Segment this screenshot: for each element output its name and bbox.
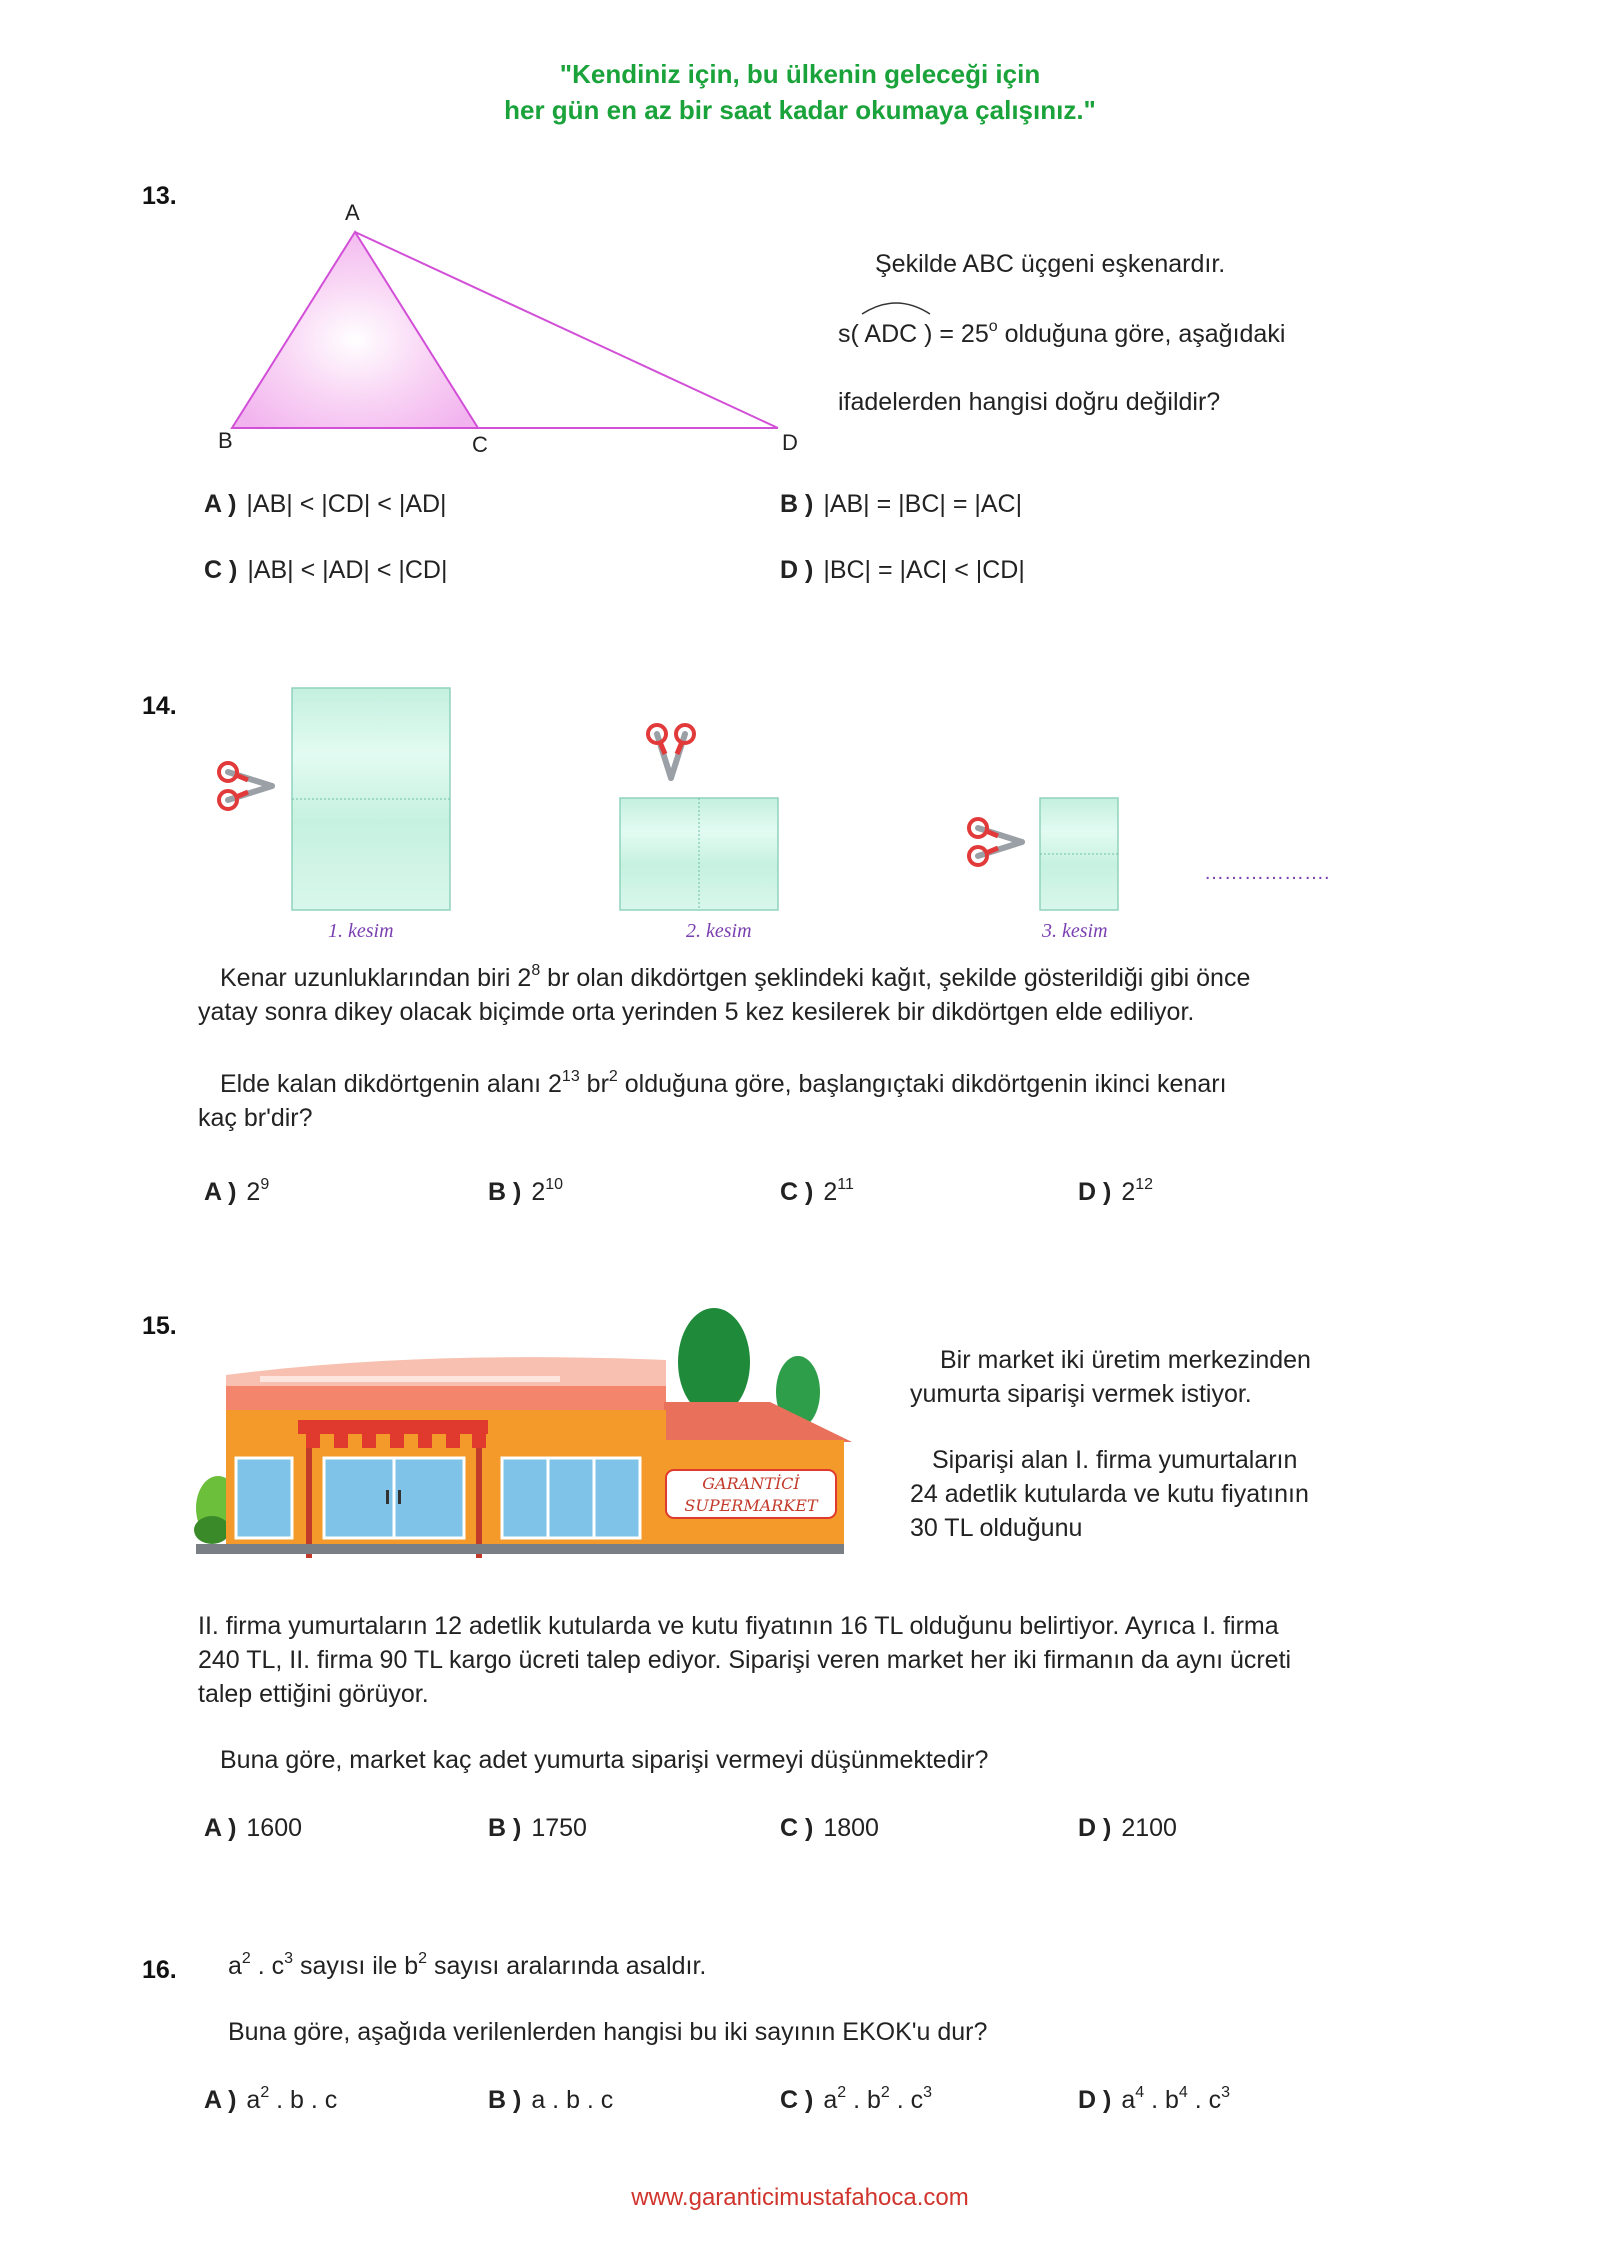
q15-option-b[interactable]: B ) 1750 (488, 1814, 587, 1842)
q13-text-line-3: ifadelerden hangisi doğru değildir? (838, 388, 1221, 416)
q14-option-d[interactable]: D ) $2^{12}$ (1078, 1176, 1154, 1206)
vertex-label-b: B (218, 428, 233, 453)
cut-label-2: 2. kesim (686, 920, 752, 942)
q15-body-line-1: II. firma yumurtaların 12 adetlik kutularda ve kutu fiyatının 16 TL olduğunu belirtiyor. Ayrıca I. firma (198, 1612, 1279, 1640)
q15-option-a[interactable]: A ) 1600 (204, 1814, 303, 1842)
vertex-label-c: C (472, 432, 488, 457)
vertex-label-d: D (782, 430, 798, 455)
continuation-dots: ………………. (1204, 862, 1330, 884)
q16-option-a[interactable]: A ) $a^2$ . b . c (204, 2084, 338, 2114)
footer-website-link[interactable]: www.garanticimustafahoca.com (631, 2184, 969, 2211)
store-sign-line-2: SUPERMARKET (684, 1496, 818, 1515)
q14-option-a[interactable]: A ) $2^9$ (204, 1176, 270, 1206)
q15-body-line-2: 240 TL, II. firma 90 TL kargo ücreti talep ediyor. Siparişi veren market her iki firmanın da aynı ücreti (198, 1646, 1292, 1674)
q14-paragraph-2-line-2: kaç br'dir? (198, 1104, 313, 1132)
q13-option-a[interactable]: A ) |AB| < |CD| < |AD| (204, 490, 447, 518)
vertex-label-a: A (345, 200, 360, 225)
q15-right-line-1: Bir market iki üretim merkezinden (940, 1346, 1311, 1374)
q14-paragraph-1-line-1: Kenar uzunluklarından biri $2^8$ br olan dikdörtgen şeklindeki kağıt, şekilde gösterildiği gibi önce (220, 962, 1251, 992)
cut-label-3: 3. kesim (1042, 920, 1108, 942)
q15-option-d[interactable]: D ) 2100 (1078, 1814, 1177, 1842)
q13-option-c[interactable]: C ) |AB| < |AD| < |CD| (204, 556, 448, 584)
q13-option-b[interactable]: B ) |AB| = |BC| = |AC| (780, 490, 1023, 518)
q15-right-line-3: Siparişi alan I. firma yumurtaların (932, 1446, 1298, 1474)
q16-option-d[interactable]: D ) $a^4$ . $b^4$ . $c^3$ (1078, 2084, 1231, 2114)
question-16-number: 16. (142, 1956, 177, 1984)
question-15-number: 15. (142, 1312, 177, 1340)
q16-question: Buna göre, aşağıda verilenlerden hangisi bu iki sayının EKOK'u dur? (228, 2018, 988, 2046)
header-quote-line-1: "Kendiniz için, bu ülkenin geleceği için (559, 59, 1041, 89)
q15-right-line-2: yumurta siparişi vermek istiyor. (910, 1380, 1252, 1408)
question-14-number: 14. (142, 692, 177, 720)
q13-option-d[interactable]: D ) |BC| = |AC| < |CD| (780, 556, 1025, 584)
q15-option-c[interactable]: C ) 1800 (780, 1814, 879, 1842)
q14-paragraph-1-line-2: yatay sonra dikey olacak biçimde orta yerinden 5 kez kesilerek bir dikdörtgen elde ediliyor. (198, 998, 1195, 1026)
q16-option-c[interactable]: C ) $a^2$ . $b^2$ . $c^3$ (780, 2084, 933, 2114)
q14-option-c[interactable]: C ) $2^{11}$ (780, 1176, 854, 1206)
q14-option-b[interactable]: B ) $2^{10}$ (488, 1176, 564, 1206)
header-quote-line-2: her gün en az bir saat kadar okumaya çalışınız." (504, 95, 1096, 125)
q15-right-line-4: 24 adetlik kutularda ve kutu fiyatının (910, 1480, 1309, 1508)
store-sign-line-1: GARANTİCİ (702, 1474, 800, 1493)
q13-text-line-2: s( ADC ) = $25^o$ olduğuna göre, aşağıdaki (838, 318, 1286, 348)
q16-statement: $a^2$ . $c^3$ sayısı ile $b^2$ sayısı aralarında asaldır. (228, 1950, 707, 1980)
q14-paragraph-2-line-1: Elde kalan dikdörtgenin alanı $2^{13}$ $br^2$ olduğuna göre, başlangıçtaki dikdörtgenin ikinci kenarı (220, 1068, 1227, 1098)
q13-text-line-1: Şekilde ABC üçgeni eşkenardır. (875, 250, 1226, 278)
q16-option-b[interactable]: B ) a . b . c (488, 2086, 614, 2114)
cut-label-1: 1. kesim (328, 920, 394, 942)
q15-right-line-5: 30 TL olduğunu (910, 1514, 1083, 1542)
q15-body-line-3: talep ettiğini görüyor. (198, 1680, 429, 1708)
question-13-number: 13. (142, 182, 177, 210)
q15-question: Buna göre, market kaç adet yumurta siparişi vermeyi düşünmektedir? (220, 1746, 989, 1774)
